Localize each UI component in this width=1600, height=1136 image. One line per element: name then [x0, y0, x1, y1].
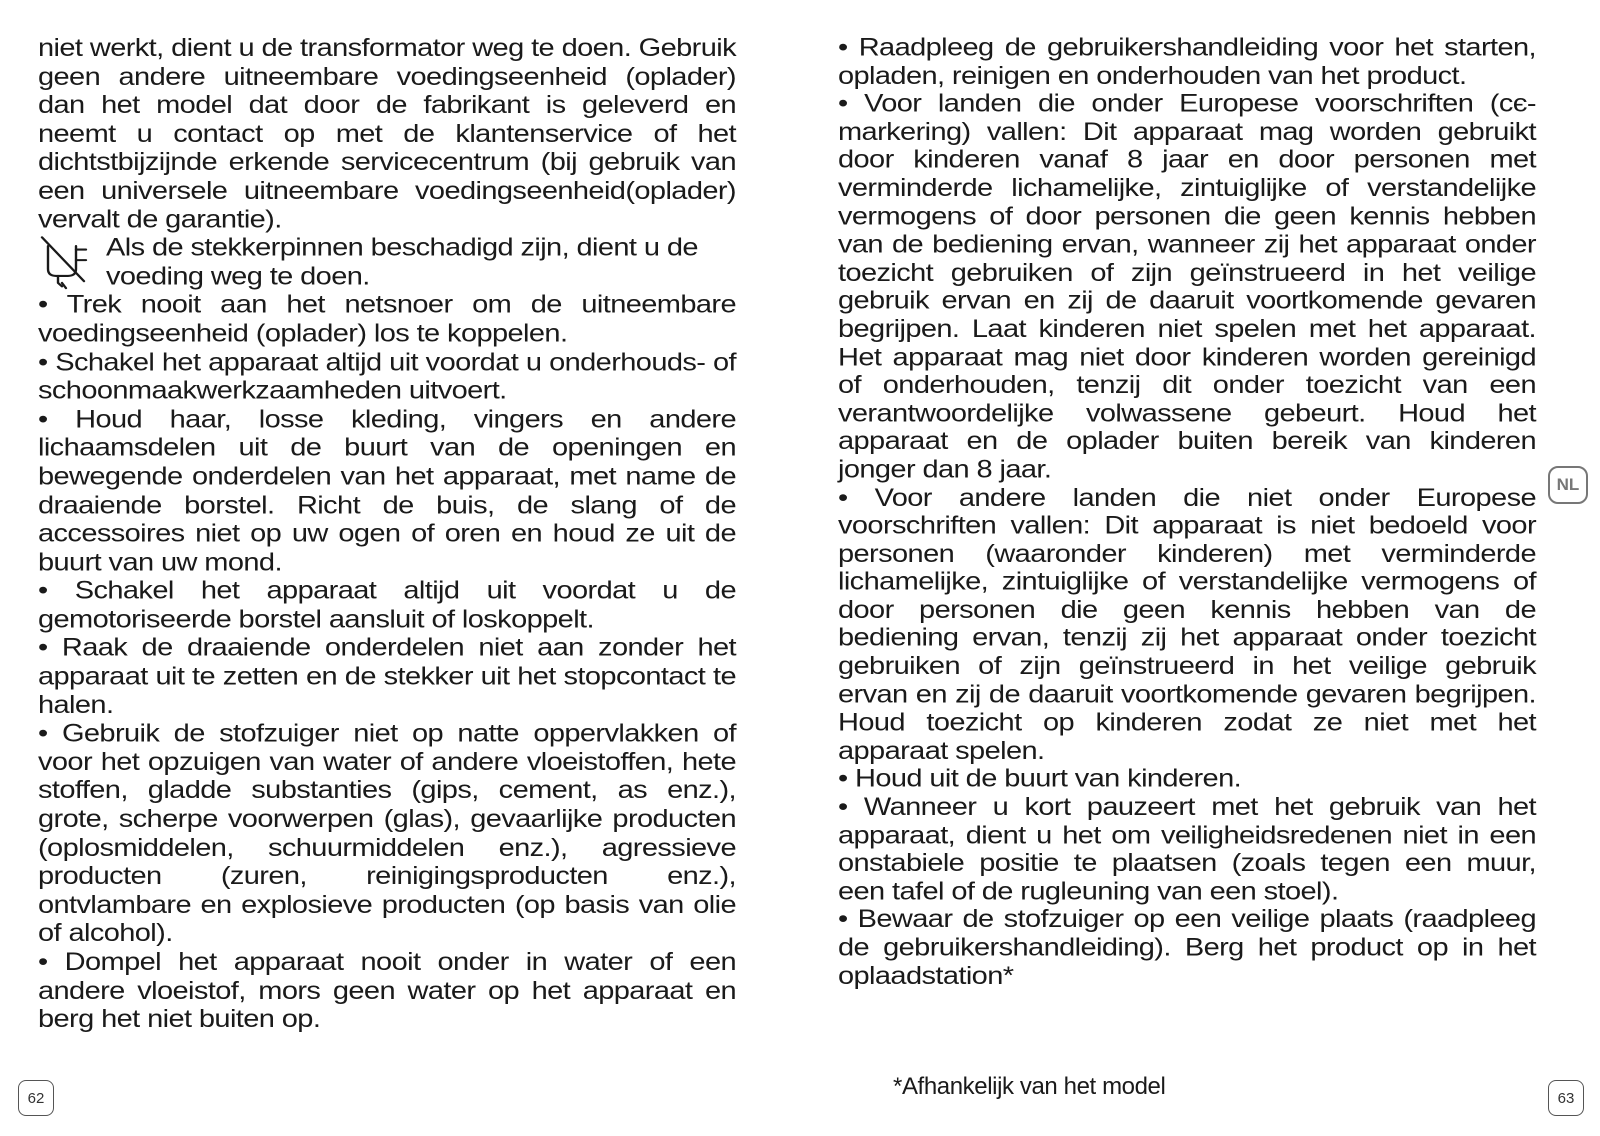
damaged-plug-warning — [38, 234, 736, 291]
paragraph-motorised-brush: • Schakel het apparaat altijd uit voordat u de gemotoriseerde borstel aansluit of loskoppelt. — [38, 576, 736, 634]
right-column — [838, 34, 1536, 990]
paragraph-eu-regulations: • Voor landen die onder Europese voorschriften (cє-markering) vallen: Dit apparaat mag worden gebruikt door kinderen vanaf 8 jaar en door personen met verminderde lichamelijke, zintuiglijke of verstandelijke vermogens of door personen die geen kennis hebben van de bediening ervan, wanneer zij het apparaat onder toezicht gebruiken of zijn geïnstrueerd in het veilige gebruik ervan en zij de daaruit voortkomende gevaren begrijpen. Laat kinderen niet spelen met het apparaat. Het apparaat mag niet door kinderen worden gereinigd of onderhouden, tenzij dit onder toezicht van een verantwoordelijke volwassene gebeurt. Houd het apparaat en de oplader buiten bereik van kinderen jonger dan 8 jaar. — [838, 90, 1536, 484]
page-number-right: 63 — [1548, 1080, 1584, 1116]
paragraph-pause-use: • Wanneer u kort pauzeert met het gebruik van het apparaat, dient u het om veiligheidsredenen niet in een onstabiele positie te plaatsen (zoals tegen een muur, een tafel of de rugleuning van een stoel). — [838, 793, 1536, 906]
footnote: *Afhankelijk van het model — [893, 1073, 1166, 1100]
paragraph-keep-away-children: • Houd uit de buurt van kinderen. — [838, 765, 1242, 793]
language-tab: NL — [1548, 466, 1588, 504]
paragraph-rotating-parts: • Raak de draaiende onderdelen niet aan zonder het apparaat uit te zetten en de stekker uit het stopcontact te halen. — [38, 633, 736, 720]
paragraph-power-cord: • Trek nooit aan het netsnoer om de uitneembare voedingseenheid (oplader) los te koppelen. — [38, 291, 736, 348]
paragraph-moving-parts: • Houd haar, losse kleding, vingers en andere lichaamsdelen uit de buurt van de openingen en bewegende onderdelen van het apparaat, met name de draaiende borstel. Richt de buis, de slang of de accessoires niet op uw ogen of oren en houd ze uit de buurt van uw mond. — [38, 405, 736, 577]
damaged-plug-icon — [38, 234, 92, 290]
paragraph-damaged-pins: Als de stekkerpinnen beschadigd zijn, dient u de voeding weg te doen. — [106, 233, 698, 291]
paragraph-storage: • Bewaar de stofzuiger op een veilige plaats (raadpleeg de gebruikershandleiding). Berg het product op in het oplaadstation* — [838, 905, 1536, 990]
paragraph-non-eu-regulations: • Voor andere landen die niet onder Europese voorschriften vallen: Dit apparaat is niet bedoeld voor personen (waaronder kinderen) met verminderde lichamelijke, zintuiglijke of verstandelijke vermogens of door personen die geen kennis hebben van de bediening ervan, tenzij zij het apparaat onder toezicht gebruiken of zijn geïnstrueerd in het veilige gebruik ervan en zij de daaruit voortkomende gevaren begrijpen. Houd toezicht op kinderen zodat ze niet met het apparaat spelen. — [838, 483, 1536, 765]
left-column — [38, 34, 736, 1034]
paragraph-consult-manual: • Raadpleeg de gebruikershandleiding voor het starten, opladen, reinigen en onderhouden van het product. — [838, 34, 1536, 90]
paragraph-immerse: • Dompel het apparaat nooit onder in water of een andere vloeistof, mors geen water op het apparaat en berg het niet buiten op. — [38, 948, 736, 1034]
paragraph-switch-off-maintenance: • Schakel het apparaat altijd uit voordat u onderhouds- of schoonmaakwerkzaamheden uitvoert. — [38, 348, 736, 405]
page-number-left: 62 — [18, 1080, 54, 1116]
paragraph-transformer: niet werkt, dient u de transformator weg te doen. Gebruik geen andere uitneembare voedingseenheid (oplader) dan het model dat door de fabrikant is geleverd en neemt u contact op met de klantenservice of het dichtstbijzijnde erkende servicecentrum (bij gebruik van een universele uitneembare voedingseenheid(oplader) vervalt de garantie). — [38, 34, 736, 234]
paragraph-wet-surfaces: • Gebruik de stofzuiger niet op natte oppervlakken of voor het opzuigen van water of andere vloeistoffen, hete stoffen, gladde substanties (gips, cement, as enz.), grote, scherpe voorwerpen (glas), gevaarlijke producten (oplosmiddelen, schuurmiddelen enz.), agressieve producten (zuren, reinigingsproducten enz.), ontvlambare en explosieve producten (op basis van olie of alcohol). — [38, 719, 736, 948]
